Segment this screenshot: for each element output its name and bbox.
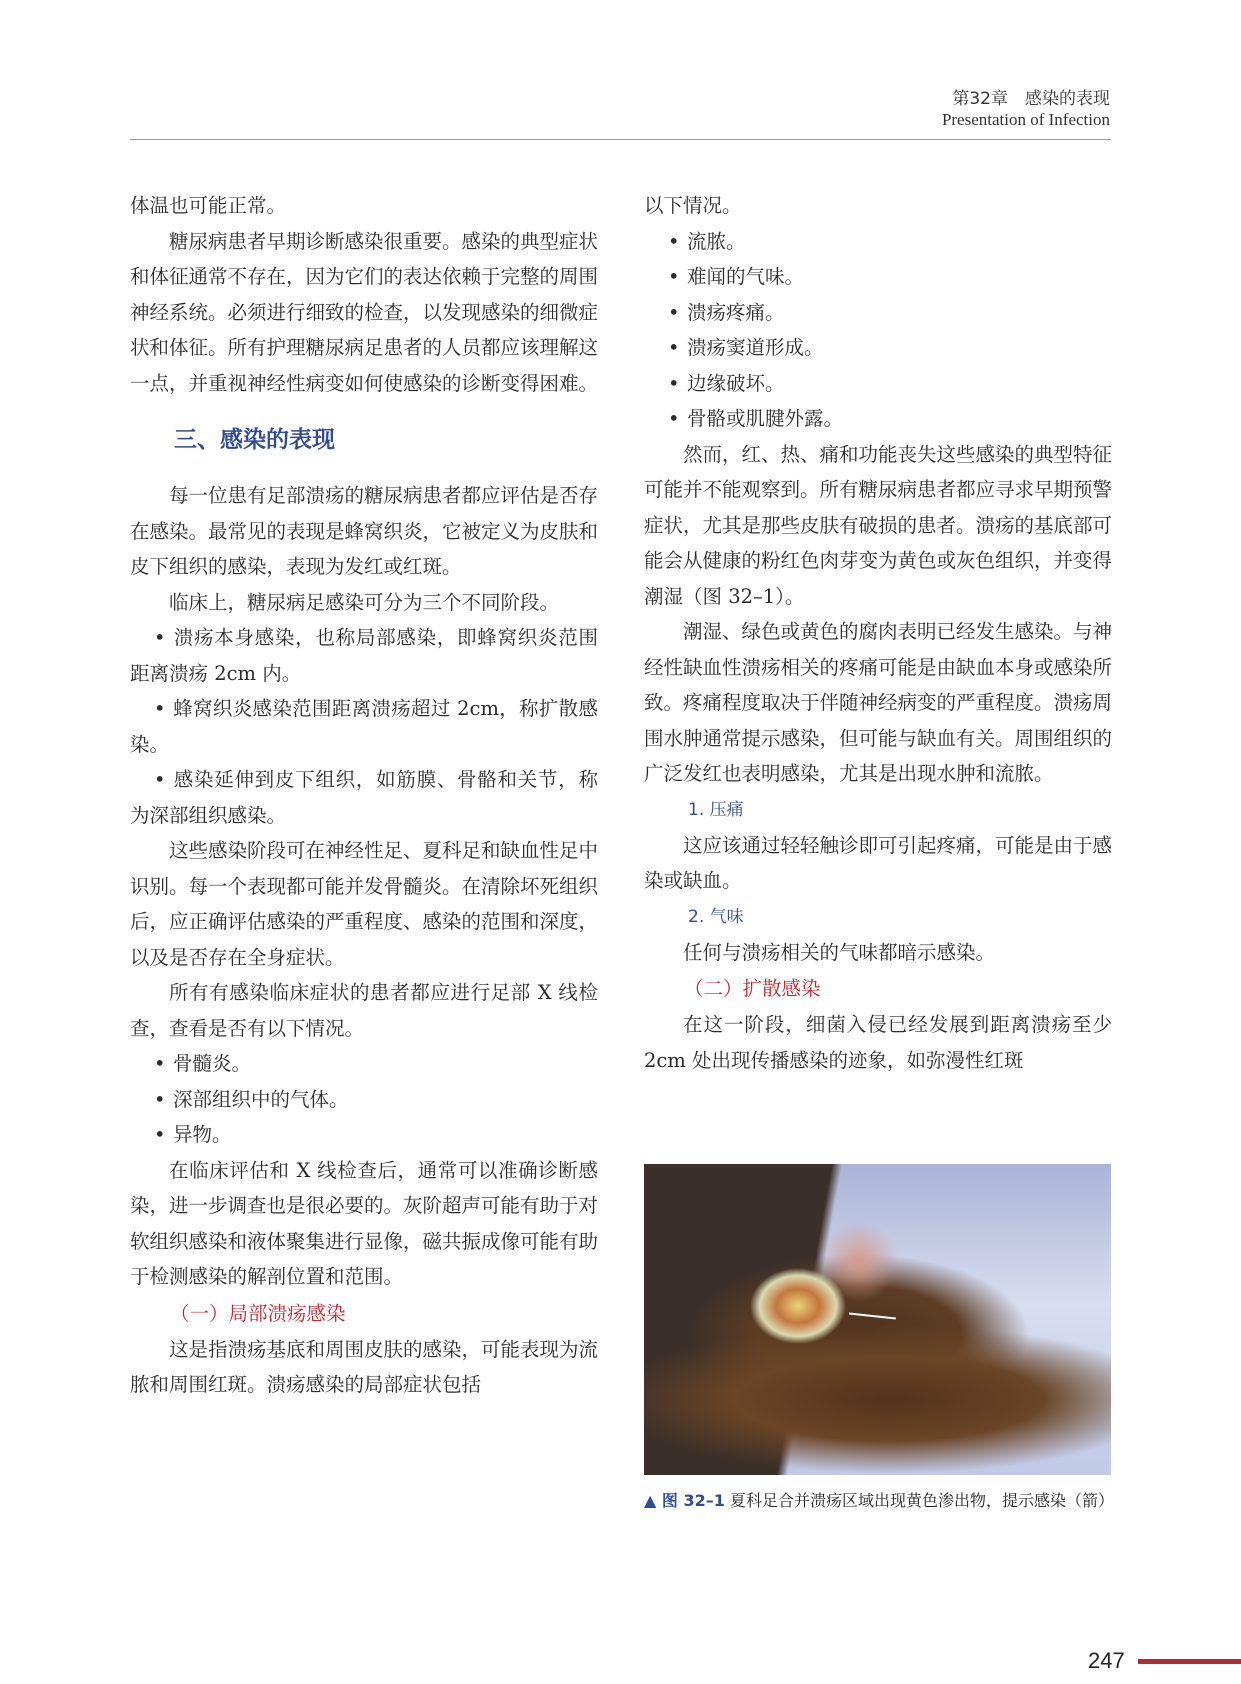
paragraph: 这些感染阶段可在神经性足、夏科足和缺血性足中识别。每一个表现都可能并发骨髓炎。在清除坏死组织后，应正确评估感染的严重程度、感染的范围和深度，以及是否存在全身症状。 xyxy=(130,839,599,969)
subheading-odor: 2. 气味 xyxy=(688,906,744,927)
paragraph: 体温也可能正常。 xyxy=(130,194,287,217)
paragraph: 在这一阶段，细菌入侵已经发展到距离溃疡至少 2cm 处出现传播感染的迹象，如弥漫性红斑 xyxy=(644,1013,1112,1072)
arrow-annotation xyxy=(849,1313,896,1320)
list-item: • 深部组织中的气体。 xyxy=(130,1082,598,1118)
figure-caption xyxy=(644,1487,1114,1515)
list-item: • 溃疡窦道形成。 xyxy=(644,330,1112,366)
paragraph: 然而，红、热、痛和功能丧失这些感染的典型特征可能并不能观察到。所有糖尿病患者都应寻求早期预警症状，尤其是那些皮肤有破损的患者。溃疡的基底部可能会从健康的粉红色肉芽变为黄色或灰色组织，并变得潮湿（图 32–1）。 xyxy=(644,442,1113,608)
section-heading: 三、感染的表现 xyxy=(174,427,335,453)
bullet: • xyxy=(668,229,680,253)
header-rule xyxy=(130,139,1111,140)
list-item: • 流脓。 xyxy=(644,224,1112,260)
page-number: 247 xyxy=(1088,1648,1125,1673)
list-item: • 蜂窝织炎感染范围距离溃疡超过 2cm，称扩散感染。 xyxy=(130,691,598,762)
bullet: • xyxy=(668,407,680,430)
list-item: • 骨骼或肌腱外露。 xyxy=(644,401,1112,437)
subsection-heading: （一）局部溃疡感染 xyxy=(170,1301,346,1325)
paragraph: 潮湿、绿色或黄色的腐肉表明已经发生感染。与神经性缺血性溃疡相关的疼痛可能是由缺血本身或感染所致。疼痛程度取决于伴随神经病变的严重程度。溃疡周围水肿通常提示感染，但可能与缺血有关。周围组织的广泛发红也表明感染，尤其是出现水肿和流脓。 xyxy=(644,620,1113,785)
figure-photo-charcot-foot-ulcer xyxy=(644,1164,1111,1475)
right-column xyxy=(644,188,1112,1078)
paragraph: 任何与溃疡相关的气味都暗示感染。 xyxy=(683,940,996,964)
paragraph: 以下情况。 xyxy=(644,194,742,217)
paragraph: 糖尿病患者早期诊断感染很重要。感染的典型症状和体征通常不存在，因为它们的表达依赖于完整的周围神经系统。必须进行细致的检查，以发现感染的细微症状和体征。所有护理糖尿病足患者的人员都应该理解这一点，并重视神经性病变如何使感染的诊断变得困难。 xyxy=(130,229,599,395)
list-item: • 溃疡疼痛。 xyxy=(644,295,1112,331)
figure-caption-text: 夏科足合并溃疡区域出现黄色渗出物，提示感染（箭） xyxy=(729,1491,1114,1510)
bullet: • xyxy=(668,265,680,288)
page-number-bar xyxy=(1138,1659,1241,1664)
bullet: • xyxy=(154,626,166,649)
left-column xyxy=(130,188,598,1403)
paragraph: 这是指溃疡基底和周围皮肤的感染，可能表现为流脓和周围红斑。溃疡感染的局部症状包括 xyxy=(130,1337,599,1396)
subheading-tenderness: 1. 压痛 xyxy=(688,799,744,820)
paragraph: 每一位患有足部溃疡的糖尿病患者都应评估是否存在感染。最常见的表现是蜂窝织炎，它被定义为皮肤和皮下组织的感染，表现为发红或红斑。 xyxy=(130,484,599,578)
paragraph: 在临床评估和 X 线检查后，通常可以准确诊断感染，进一步调查也是很必要的。灰阶超声可能有助于对软组织感染和液体聚集进行显像，磁共振成像可能有助于检测感染的解剖位置和范围。 xyxy=(130,1158,599,1288)
bullet: • xyxy=(668,371,680,395)
figure-label: ▲ 图 32–1 xyxy=(644,1491,725,1510)
paragraph: 所有有感染临床症状的患者都应进行足部 X 线检查，查看是否有以下情况。 xyxy=(130,981,598,1040)
list-item: • 难闻的气味。 xyxy=(644,259,1112,295)
list-item: • 异物。 xyxy=(130,1117,598,1153)
running-header-english: Presentation of Infection xyxy=(941,110,1110,129)
bullet: • xyxy=(154,1123,166,1146)
bullet: • xyxy=(154,1087,166,1111)
list-item: • 骨髓炎。 xyxy=(130,1046,598,1082)
list-item: • 边缘破坏。 xyxy=(644,366,1112,402)
bullet: • xyxy=(154,1052,166,1075)
list-item: • 溃疡本身感染，也称局部感染，即蜂窝织炎范围距离溃疡 2cm 内。 xyxy=(130,620,598,691)
bullet: • xyxy=(154,697,166,720)
bullet: • xyxy=(668,300,680,324)
bullet: • xyxy=(154,768,166,791)
bullet: • xyxy=(668,336,680,359)
paragraph: 临床上，糖尿病足感染可分为三个不同阶段。 xyxy=(169,590,560,614)
paragraph: 这应该通过轻轻触诊即可引起疼痛，可能是由于感染或缺血。 xyxy=(644,833,1113,892)
subsection-heading: （二）扩散感染 xyxy=(684,977,821,1000)
running-header-chapter: 第32章 感染的表现 xyxy=(952,89,1110,109)
list-item: • 感染延伸到皮下组织，如筋膜、骨骼和关节，称为深部组织感染。 xyxy=(130,762,598,833)
